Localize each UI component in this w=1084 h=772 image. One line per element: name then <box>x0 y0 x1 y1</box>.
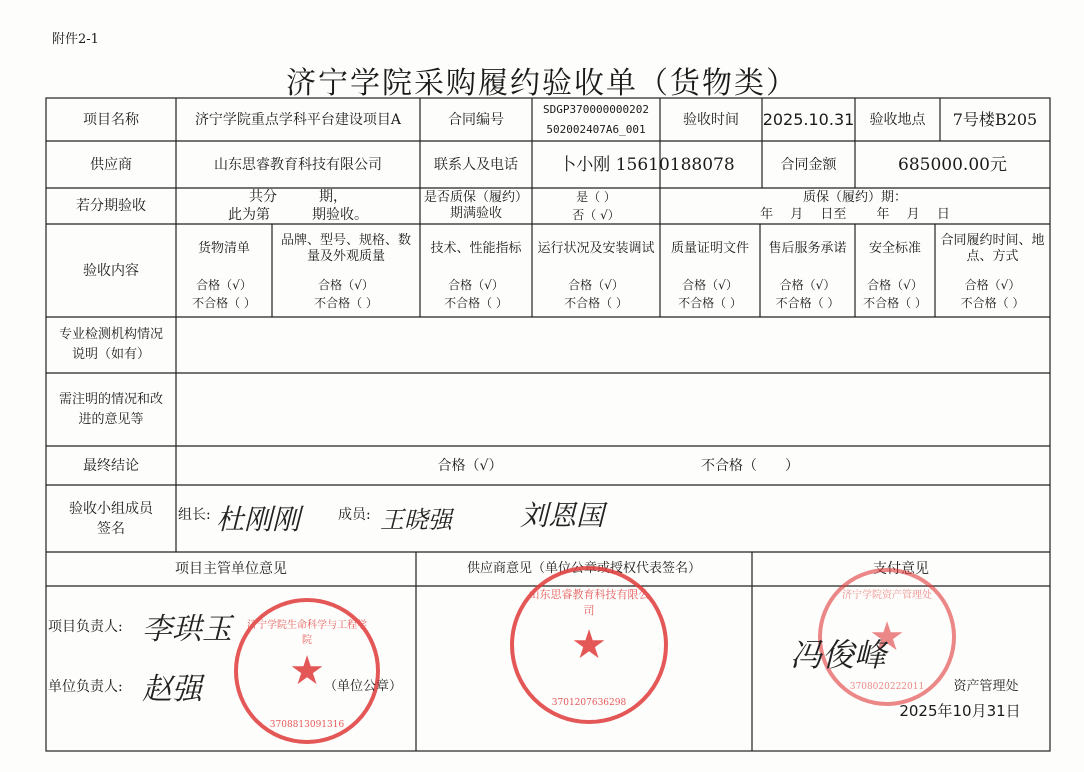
payment-date: 2025年10月31日 <box>899 702 1021 720</box>
inspection-item-pass: 合格（√） <box>964 278 1021 292</box>
star-icon: ★ <box>869 614 905 660</box>
inspection-item-pass: 合格（√） <box>779 278 836 292</box>
page-title: 济宁学院采购履约验收单（货物类） <box>286 66 798 101</box>
installment-total: 共分 期， <box>249 189 347 205</box>
inspection-item-name: 售后服务承诺 <box>768 241 847 256</box>
contact-value: 卜小刚 15610188078 <box>559 154 735 175</box>
inspection-item-fail: 不合格（ ） <box>678 296 742 310</box>
unit-head-signature: 赵强 <box>142 672 202 707</box>
inspection-item-fail: 不合格（ ） <box>775 296 840 310</box>
inspection-item-fail: 不合格（ ） <box>314 296 378 310</box>
amount-label: 合同金额 <box>780 156 837 173</box>
contract-no-line2: 502002407A6_001 <box>546 122 646 136</box>
inspection-item-fail: 不合格（ ） <box>960 296 1025 310</box>
supplier-name: 山东思睿教育科技有限公司 <box>214 156 382 173</box>
contract-amount: 685000.00元 <box>898 154 1007 175</box>
inspection-item-pass: 合格（√） <box>867 278 923 292</box>
remarks-label: 需注明的情况和改进的意见等 <box>58 391 163 427</box>
inspection-item-name: 技术、性能指标 <box>430 241 522 256</box>
inspection-item-name: 质量证明文件 <box>670 241 749 256</box>
dept-opinion-title: 项目主管单位意见 <box>175 561 287 577</box>
inspection-content-label: 验收内容 <box>83 262 139 279</box>
installment-current: 此为第 期验收。 <box>228 207 368 223</box>
annex-label: 附件2-1 <box>52 32 99 47</box>
installment-label: 若分期验收 <box>76 198 146 214</box>
seal-supplier-code: 3701207636298 <box>551 698 627 708</box>
star-icon: ★ <box>289 648 325 694</box>
contract-no-label: 合同编号 <box>448 111 504 128</box>
project-head-signature: 李珙玉 <box>142 612 232 647</box>
project-name-label: 项目名称 <box>83 111 139 128</box>
inspection-item-pass: 合格（√） <box>196 278 252 292</box>
contact-label: 联系人及电话 <box>434 156 518 173</box>
payment-opinion-title: 支付意见 <box>873 561 929 577</box>
final-fail: 不合格（ ） <box>701 457 799 474</box>
inspection-item-fail: 不合格（ ） <box>444 296 508 310</box>
acceptance-date-label: 验收时间 <box>683 111 739 128</box>
seal-dept-text: 济宁学院生命科学与工程学院 <box>247 620 367 646</box>
warranty-question: 是否质保（履约）期满验收 <box>423 190 528 221</box>
inspection-item-pass: 合格（√） <box>682 278 738 292</box>
warranty-no: 否（ √） <box>572 208 620 222</box>
inspection-item-name: 安全标准 <box>868 241 921 256</box>
project-name: 济宁学院重点学科平台建设项目A <box>194 111 402 128</box>
leader-signature: 杜刚刚 <box>216 503 301 536</box>
seal-dept-code: 3708813091316 <box>269 720 345 730</box>
acceptance-date: 2025.10.31 <box>762 109 855 129</box>
inspection-item-fail: 不合格（ ） <box>192 296 256 310</box>
contract-no-line1: SDGP370000000202 <box>543 102 649 116</box>
seal-supplier <box>510 566 668 724</box>
asset-office: 资产管理处 <box>953 679 1019 694</box>
project-head-label: 项目负责人: <box>48 619 123 635</box>
seal-asset-code: 3708020222011 <box>849 682 925 692</box>
unit-head-label: 单位负责人: <box>48 679 123 695</box>
warranty-range: 年 月 日至 年 月 日 <box>760 207 950 222</box>
members-label: 成员: <box>338 507 371 523</box>
acceptance-place: 7号楼B205 <box>952 109 1038 129</box>
seal-asset-text: 济宁学院资产管理处 <box>842 590 932 601</box>
star-icon: ★ <box>571 622 607 668</box>
seal-dept <box>234 598 380 744</box>
warranty-label: 质保（履约）期： <box>802 190 907 205</box>
payment-signature: 冯俊峰 <box>790 636 887 674</box>
seal-supplier-text: 山东思睿教育科技有限公司 <box>528 588 650 617</box>
unit-seal-note: （单位公章） <box>323 679 402 694</box>
final-conclusion-label: 最终结论 <box>83 457 139 474</box>
inspection-item-name: 品牌、型号、规格、数量及外观质量 <box>280 233 411 264</box>
inspection-item-pass: 合格（√） <box>318 278 374 292</box>
leader-label: 组长: <box>178 507 211 523</box>
member2-signature: 刘恩国 <box>520 499 605 532</box>
inspection-item-name: 运行状况及安装调试 <box>537 241 655 256</box>
inspection-item-name: 合同履约时间、地点、方式 <box>940 233 1045 264</box>
inspection-item-name: 货物清单 <box>197 241 250 256</box>
supplier-opinion-title: 供应商意见（单位公章或授权代表签名） <box>466 561 701 576</box>
supplier-label: 供应商 <box>90 156 132 173</box>
inspection-item-fail: 不合格（ ） <box>564 296 628 310</box>
acceptance-place-label: 验收地点 <box>869 111 926 128</box>
testing-agency-label: 专业检测机构情况说明（如有） <box>58 327 163 362</box>
inspection-item-fail: 不合格（ ） <box>863 296 927 310</box>
team-signature-label: 验收小组成员签名 <box>69 500 153 537</box>
inspection-item-pass: 合格（√） <box>568 278 624 292</box>
final-pass: 合格（√） <box>437 457 503 474</box>
warranty-yes: 是（ ） <box>576 190 616 204</box>
member1-signature: 王晓强 <box>380 506 452 534</box>
inspection-item-pass: 合格（√） <box>448 278 504 292</box>
